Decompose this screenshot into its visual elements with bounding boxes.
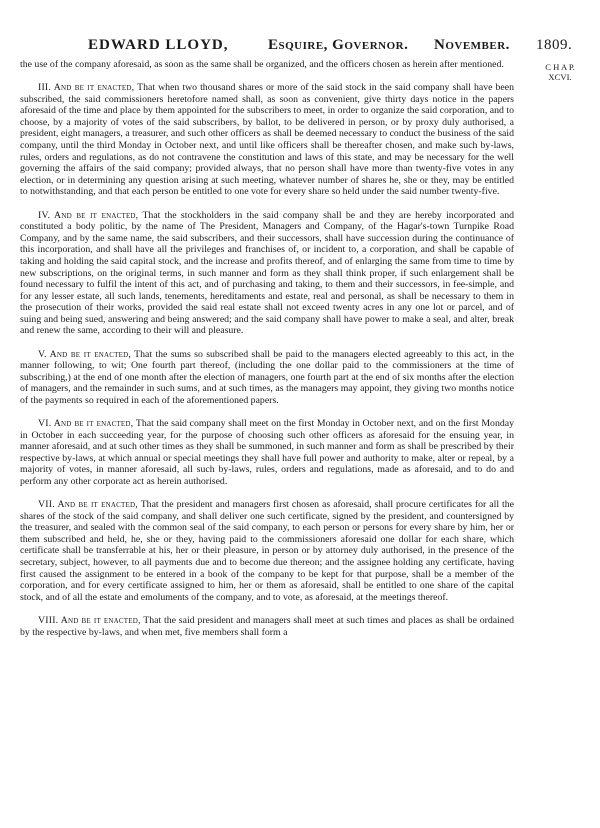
section-lead: VIII. And be it enacted, [38, 614, 141, 626]
section-viii [20, 615, 514, 638]
body-text [20, 59, 514, 650]
section-text: That the said president and managers shall meet at such times and places as shall be ordained by the respective by-laws, and when met, five members shall form a [20, 614, 514, 638]
header-year: 1809. [536, 37, 573, 53]
section-lead: V. And be it enacted, [38, 348, 132, 360]
chapter-margin-note [535, 62, 585, 82]
paragraph-continuation [20, 59, 514, 71]
paragraph-text: the use of the company aforesaid, as soon as the same shall be organized, and the officers chosen as herein after mentioned. [20, 59, 504, 70]
section-iv [20, 210, 514, 338]
header-month: November. [434, 37, 510, 53]
section-text: That the president and managers first chosen as aforesaid, shall procure certificates for all the shares of the stock of the said company, and shall deliver one such certificate, signed by the president, and countersigned by the treasurer, and sealed with the common seal of the said company, to each person or persons for every share by him, her or them subscribed and held, he, she or they, having paid to the commissioners aforesaid one dollar for each share, which certificate shall be transferrable at his, her or their pleasure, in person or by attorney duly authorised, in the presence of the secretary, subject, however, to all payments due and to become due thereon; and the assignee holding any certificate, having first caused the assignment to be entered in a book of the company to be kept for that purpose, shall be a member of the corporation, and for every certificate assigned to him, her or them as aforesaid, shall be entitled to one share of the capital stock, and of all the estate and emoluments of the company, and to vote, as aforesaid, at the meetings thereof. [20, 499, 515, 603]
section-text: That the stockholders in the said company shall be and they are hereby incorporated and constituted a body politic, by the name of The President, Managers and Company, of the Hagar's-town Turnpike Road Company, and by the same name, the said subscribers, and their successors, shall have succession during the continuance of this incorporation, and shall have all the privileges and franchises of, or incident to, a corporation, and shall be capable of taking and holding the said capital stock, and the increase and profits thereof, and of enlarging the same from time to time by new subscriptions, on the original terms, in such manner and form as they shall think proper, if such enlargement shall be found necessary to fulfil the intent of this act, and of purchasing and taking, to them and their successors, in fee-simple, and for any lesser estate, all such lands, tenements, hereditaments and estate, real and personal, as shall be necessary to them in the prosecution of their works, provided the said real estate shall not exceed twenty acres in any one lot or parcel, and of suing and being sued, answering and being answered; and the said company shall have power to make a seal, and alter, break and renew the same, according to their will and pleasure. [20, 209, 515, 337]
section-lead: VII. And be it enacted, [38, 499, 138, 511]
section-lead: IV. And be it enacted, [38, 209, 139, 221]
section-text: That when two thousand shares or more of the said stock in the said company shall have been subscribed, the said commissioners heretofore named shall, as soon as convenient, give thirty days notice in the papers aforesaid of the time and place by them appointed for the subscribers to meet, in order to organize the said corporation, and to choose, by a majority of votes of the said subscribers, by ballot, to be delivered in person, or by proxy duly authorised, a president, eight managers, a treasurer, and such other officers as shall be deemed necessary to conduct the business of the said company, until the third Monday in October next, and until like officers shall be thereafter chosen, and make such by-laws, rules, orders and regulations, as do not contravene the constitution and laws of this state, and may be necessary for the well governing the affairs of the said company; provided always, that no person shall have more than twenty-five votes in any election, or in determining any question arising at such meeting, whatever number of shares he, she or they, may be entitled to notwithstanding, and that each person be entitled to one vote for every share so held under the said number twenty-five. [20, 82, 514, 198]
section-v [20, 349, 514, 407]
margin-note-number: XCVI. [548, 72, 572, 82]
section-text: That the sums so subscribed shall be paid to the managers elected agreeably to this act, in the manner following, to wit; One fourth part thereof, (including the one dollar paid to the commissioners at the time of subscribing,) at the end of one month after the election of managers, one fourth part at the end of six months after the election of managers, and the remainder in such sums, and at such times, as the managers may appoint, they giving two months notice of the payments so required in each of the aforementioned papers. [20, 348, 514, 406]
header-title: Esquire, Governor. [268, 37, 409, 53]
section-text: That the said company shall meet on the first Monday in October next, and on the first Monday in October in each succeeding year, for the purpose of choosing such other officers as aforesaid for the ensuing year, in manner aforesaid, and at such other times as they shall be summoned, in such manner and form as shall be prescribed by their respective by-laws, at which annual or special meetings they shall have full power and authority to make, alter or repeal, by a majority of votes, in manner aforesaid, all such by-laws, rules, orders and regulations, made as aforesaid, and to do and perform any other corporate act as herein authorised. [20, 418, 514, 487]
section-iii [20, 82, 514, 198]
section-vi [20, 418, 514, 488]
header-name: EDWARD LLOYD, [88, 37, 229, 53]
section-lead: III. And be it enacted, [38, 82, 135, 94]
section-vii [20, 499, 514, 603]
section-lead: VI. And be it enacted, [38, 418, 134, 430]
margin-note-chap: C H A P. [545, 62, 575, 72]
